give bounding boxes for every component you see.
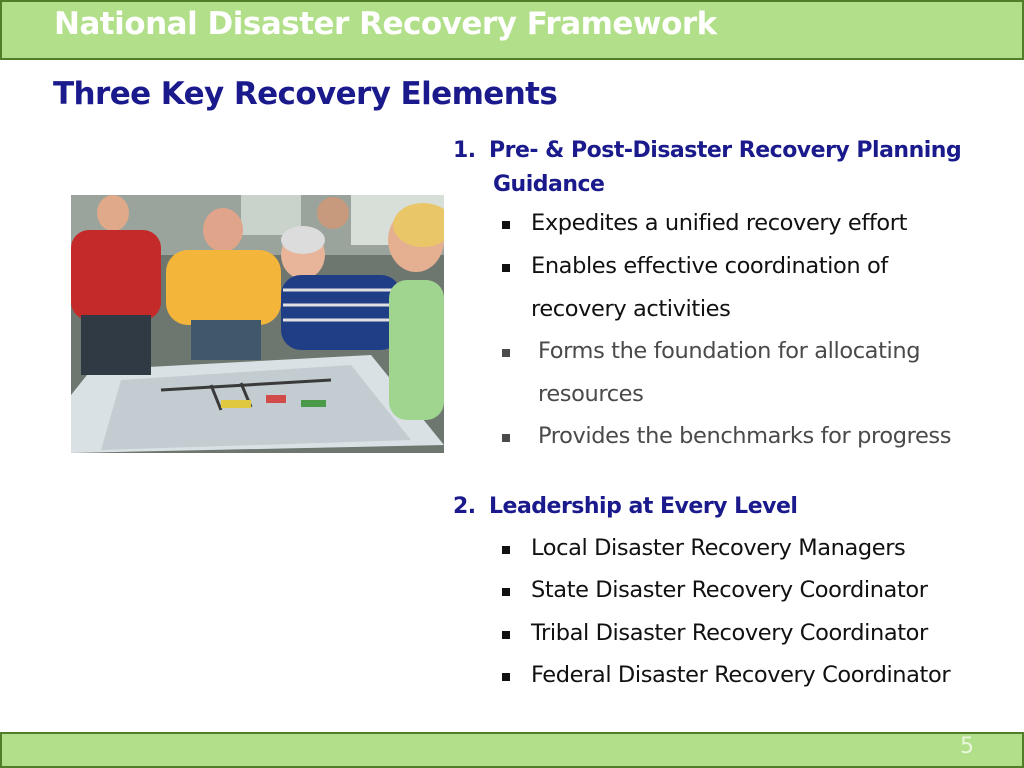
bullet-marker <box>502 434 510 442</box>
section-1-title-cont: Guidance <box>493 172 605 197</box>
section-1-bullet-3-cont: resources <box>538 381 644 407</box>
footer-bar <box>0 732 1024 768</box>
section-1-title: Pre- & Post-Disaster Recovery Planning <box>489 138 962 163</box>
section-1-bullet-3: Forms the foundation for allocating <box>538 338 921 364</box>
bullet-marker <box>502 264 510 272</box>
bullet-marker <box>502 546 510 554</box>
page-number: 5 <box>960 734 974 759</box>
header-bar <box>0 0 1024 60</box>
section-2-bullet-1: Local Disaster Recovery Managers <box>531 535 906 561</box>
photo-illustration <box>71 195 444 453</box>
section-2-number: 2. <box>453 494 476 519</box>
section-2-bullet-4: Federal Disaster Recovery Coordinator <box>531 662 951 688</box>
bullet-marker <box>502 221 510 229</box>
bullet-marker <box>502 631 510 639</box>
slide-title: National Disaster Recovery Framework <box>54 6 717 42</box>
section-2-bullet-2: State Disaster Recovery Coordinator <box>531 577 928 603</box>
planning-meeting-photo <box>71 195 444 453</box>
slide-subtitle: Three Key Recovery Elements <box>53 76 558 112</box>
section-1-bullet-2: Enables effective coordination of <box>531 253 888 279</box>
section-1-number: 1. <box>453 138 476 163</box>
section-1-bullet-4: Provides the benchmarks for progress <box>538 423 952 449</box>
section-1-bullet-2-cont: recovery activities <box>531 296 731 322</box>
bullet-marker <box>502 588 510 596</box>
section-1-bullet-1: Expedites a unified recovery effort <box>531 210 908 236</box>
bullet-marker <box>502 673 510 681</box>
bullet-marker <box>502 349 510 357</box>
section-2-bullet-3: Tribal Disaster Recovery Coordinator <box>531 620 928 646</box>
section-2-title: Leadership at Every Level <box>489 494 798 519</box>
